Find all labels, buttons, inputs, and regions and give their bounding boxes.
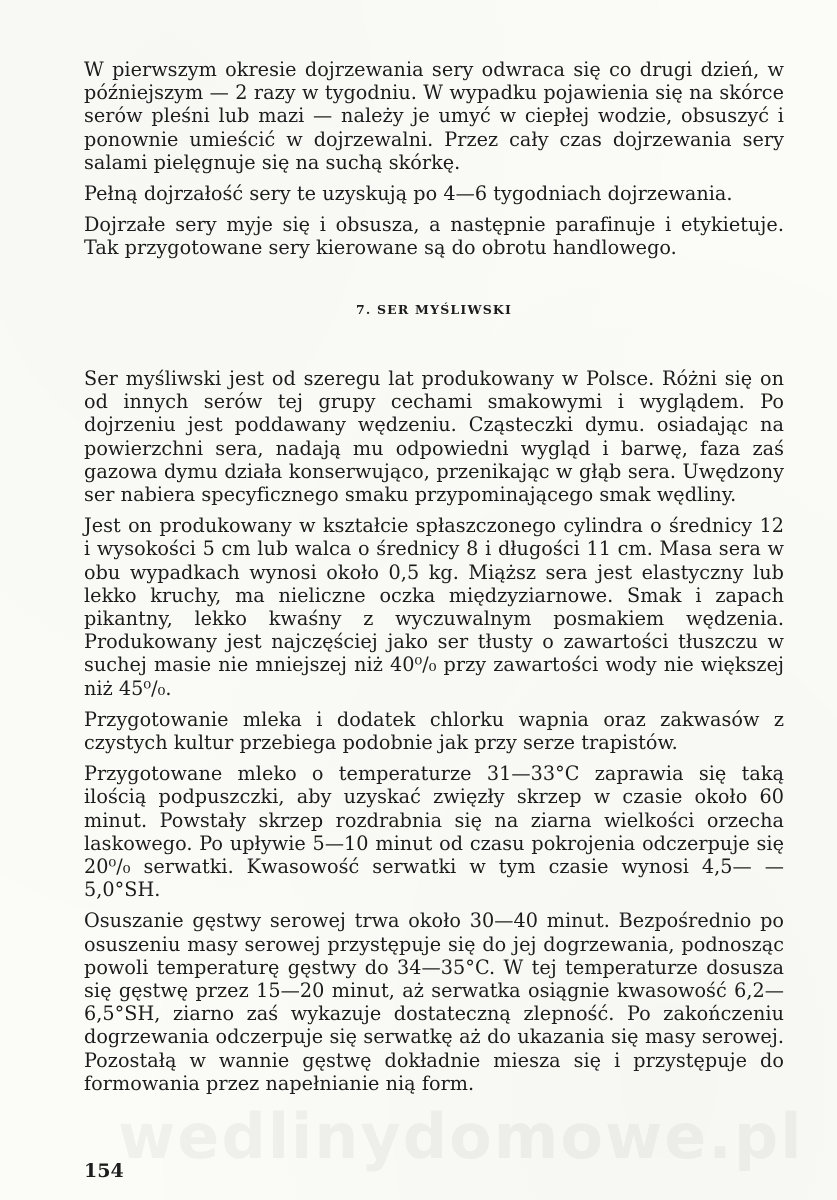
paragraph: Pełną dojrzałość sery te uzyskują po 4—6 tygodniach dojrzewania.	[84, 182, 733, 206]
paragraph: W pierwszym okresie dojrzewania sery odwraca się co drugi dzień, w późniejszym — 2 razy w tygodniu. W wypadku pojawienia się na skórce serów pleśni lub mazi — należy je umyć w ciepłej wodzie, obsuszyć i ponownie umieścić w dojrzewalni. Przez cały czas dojrzewania sery salami pielęgnuje się na suchą skórkę.	[84, 58, 784, 174]
paragraph: Przygotowane mleko o temperaturze 31—33°C zaprawia się taką ilością podpuszczki, aby uzyskać zwięzły skrzep w czasie około 60 minut. Powstały skrzep rozdrabnia się na ziarna wielkości orzecha laskowego. Po upływie 5—10 minut od czasu pokrojenia odczerpuje się 20⁰/₀ serwatki. Kwasowość serwatki w tym czasie wynosi 4,5— —5,0°SH.	[84, 762, 784, 902]
watermark	[118, 1100, 758, 1173]
paragraph: Dojrzałe sery myje się i obsusza, a następnie parafinuje i etykietuje. Tak przygotowane sery kierowane są do obrotu handlowego.	[84, 213, 784, 260]
paragraph: Osuszanie gęstwy serowej trwa około 30—40 minut. Bezpośrednio po osuszeniu masy serowej przystępuje się do jej dogrzewania, podnosząc powoli temperaturę gęstwy do 34—35°C. W tej temperaturze dosusza się gęstwę przez 15—20 minut, aż serwatka osiągnie kwasowość 6,2—6,5°SH, ziarno zaś wykazuje dostateczną zlepność. Po zakończeniu dogrzewania odczerpuje się serwatkę aż do ukazania się masy serowej. Pozostałą w wannie gęstwę dokładnie miesza się i przystępuje do formowania przez napełnianie nią form.	[84, 909, 784, 1095]
top-text-block	[84, 58, 784, 268]
paragraph: Przygotowanie mleka i dodatek chlorku wapnia oraz zakwasów z czystych kultur przebiega podobnie jak przy serze trapistów.	[84, 707, 784, 755]
paragraph: Jest on produkowany w kształcie spłaszczonego cylindra o średnicy 12 i wysokości 5 cm lub walca o średnicy 8 i długości 11 cm. Masa sera w obu wypadkach wynosi około 0,5 kg. Miąższ sera jest elastyczny lub lekko kruchy, ma nieliczne oczka międzyziarnowe. Smak i zapach pikantny, lekko kwaśny z wyczuwalnym posmakiem wędzenia. Produkowany jest najczęściej jako ser tłusty o zawartości tłuszczu w suchej masie nie mniejszej niż 40⁰/₀ przy zawartości wody nie większej niż 45⁰/₀.	[84, 514, 784, 700]
paragraph: Ser myśliwski jest od szeregu lat produkowany w Polsce. Różni się on od innych serów tej grupy cechami smakowymi i wyglądem. Po dojrzeniu jest poddawany wędzeniu. Cząsteczki dymu. osiadając na powierzchni sera, nadają mu odpowiedni wygląd i barwę, faza zaś gazowa dymu działa konserwująco, przenikając w głąb sera. Uwędzony ser nabiera specyficznego smaku przypominającego smak wędliny.	[84, 367, 784, 507]
page-number: 154	[84, 1160, 124, 1182]
section-heading: 7. SER MYŚLIWSKI	[355, 302, 513, 317]
main-text-block	[84, 367, 784, 1103]
